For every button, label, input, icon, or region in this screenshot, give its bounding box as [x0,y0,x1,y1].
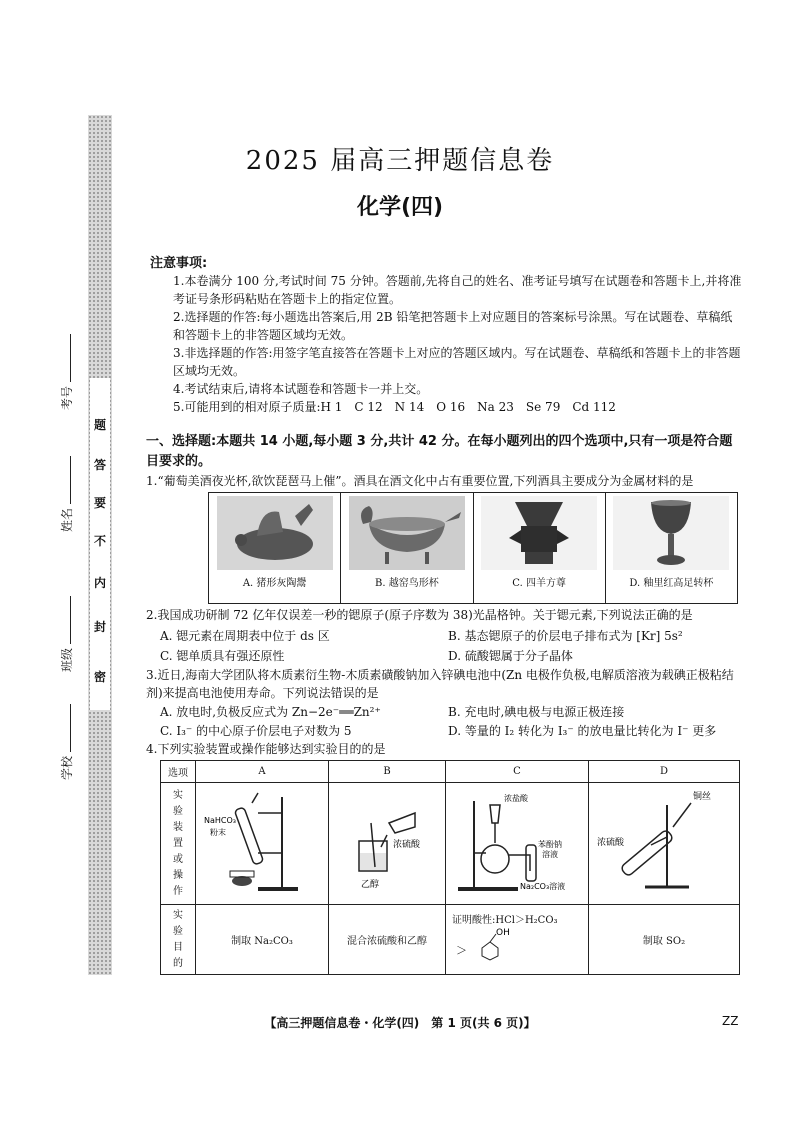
notice-item: 4.考试结束后,请将本试题卷和答题卡一并上交。 [173,382,429,396]
notice-item: 3.非选择题的作答:用签字笔直接答在答题卡上对应的答题区域内。写在试题卷、草稿纸和答题卡上的非答题区域均无效。 [173,346,741,378]
phenol-compare-sign: ＞ [456,943,467,957]
q1-label-d: D. 釉里红高足转杯 [629,578,714,589]
apparatus-c-label: 浓盐酸 [504,794,528,803]
q4-purpose-b: 混合浓硫酸和乙醇 [329,905,446,975]
notice-item: 2.选择题的作答:每小题选出答案后,用 2B 铅笔把答题卡上对应题目的答案标号涂黑。写在试题卷、草稿纸和答题卡上的非答题区域均无效。 [173,310,733,342]
apparatus-d-label: 铜丝 [693,792,712,802]
q1-option-a [209,493,341,604]
q1-option-d [605,493,737,604]
stem-cup-image [613,496,729,570]
q1-option-c [473,493,605,604]
exam-number-field: 考号 [58,334,75,410]
apparatus-b-label: 浓硫酸 [393,840,421,850]
page-footer: 【高三押题信息卷・化学(四) 第 1 页(共 6 页)】 [264,1016,536,1030]
q4-apparatus-a [196,783,329,905]
apparatus-c-label: 苯酚钠 [538,840,562,849]
q3-option-d: D. 等量的 I₂ 转化为 I₃⁻ 的放电量比转化为 I⁻ 更多 [448,724,717,738]
phenol-structure [452,926,572,966]
bird-cup-image [349,496,465,570]
q3-option-b: B. 充电时,碘电极与电源正极连接 [448,705,625,719]
seal-char: 要 [93,496,106,510]
q4-apparatus-b [329,783,446,905]
page-title: 2025 届高三押题信息卷 [245,146,555,176]
q4-purpose-a: 制取 Na₂CO₃ [196,905,329,975]
question-2-stem: 2.我国成功研制 72 亿年仅误差一秒的锶原子(原子序数为 38)光晶格钟。关于锶元素,下列说法正确的是 [146,608,693,622]
apparatus-a-label: NaHCO₃ [204,816,236,825]
q2-option-b: B. 基态锶原子的价层电子排布式为 [Kr] 5s² [448,629,683,643]
apparatus-b-diagram [329,783,445,901]
q1-label-b: B. 越窑鸟形杯 [375,578,439,589]
q1-label-c: C. 四羊方尊 [512,578,566,589]
notice-item: 5.可能用到的相对原子质量:H 1 C 12 N 14 O 16 Na 23 Se 79 Cd 112 [173,400,616,414]
seal-char: 不 [93,534,106,548]
apparatus-c-label: 溶液 [542,850,558,859]
q4-header-d: D [589,761,740,783]
q4-purpose-c-cell [446,905,589,975]
question-1-stem: 1.“葡萄美酒夜光杯,欲饮琵琶马上催”。酒具在酒文化中占有重要位置,下列酒具主要成分为金属材料的是 [146,474,694,488]
name-field: 姓名 [58,456,75,532]
q1-label-a: A. 猪形灰陶鬶 [242,578,307,589]
apparatus-d-label: 浓硫酸 [597,838,625,848]
question-4-stem: 4.下列实验装置或操作能够达到实验目的的是 [146,742,386,756]
q4-row-label-purpose: 实验目的 [161,905,196,975]
notice-item: 1.本卷满分 100 分,考试时间 75 分钟。答题前,先将自己的姓名、准考证号填写在试题卷和答题卡上,并将准考证号条形码粘贴在答题卡上的指定位置。 [173,274,742,306]
q4-header-c: C [446,761,589,783]
pottery-pig-image [217,496,333,570]
page-subtitle: 化学(四) [356,195,444,220]
q4-purpose-d: 制取 SO₂ [589,905,740,975]
seal-char: 内 [93,576,106,590]
section-heading: 一、选择题:本题共 14 小题,每小题 3 分,共计 42 分。在每小题列出的四个选项中,只有一项是符合题目要求的。 [146,434,733,469]
q4-purpose-c: 证明酸性:HCl＞H₂CO₃ [452,914,558,926]
apparatus-d-diagram [589,783,739,901]
notice-heading: 注意事项: [150,256,208,271]
q4-header-option: 选项 [161,761,196,783]
q2-option-c: C. 锶单质具有强还原性 [160,649,285,663]
apparatus-b-label: 乙醇 [361,880,380,890]
seal-char: 答 [93,458,106,472]
question-3-stem: 3.近日,海南大学团队将木质素衍生物-木质素磺酸钠加入锌碘电池中(Zn 电极作负极,电解质溶液为载碘正极粘结剂)来提高电池使用寿命。下列说法错误的是 [146,668,734,700]
seal-char: 密 [93,670,106,684]
apparatus-c-label: Na₂CO₃溶液 [520,882,566,891]
q4-apparatus-d [589,783,740,905]
q3-option-c: C. I₃⁻ 的中心原子价层电子对数为 5 [160,724,352,738]
apparatus-a-diagram [196,783,328,901]
q4-header-a: A [196,761,329,783]
q4-apparatus-c [446,783,589,905]
q2-option-d: D. 硫酸锶属于分子晶体 [448,649,573,663]
class-field: 班级 [58,596,75,672]
apparatus-c-diagram [446,783,588,901]
q4-header-b: B [329,761,446,783]
q3-option-a: A. 放电时,负极反应式为 Zn−2e⁻══Zn²⁺ [160,705,381,719]
q2-option-a: A. 锶元素在周期表中位于 ds 区 [160,629,330,643]
school-field: 学校 [58,704,75,780]
paper-code: ZZ [722,1014,739,1028]
q4-table [160,760,740,975]
q4-row-label-apparatus: 实验装置或操作 [161,783,196,905]
seal-char: 题 [93,418,106,432]
phenol-oh-label: OH [496,927,510,938]
q1-image-table [208,492,738,604]
four-ram-zun-image [481,496,597,570]
apparatus-a-label: 粉末 [210,828,226,837]
q1-option-b [341,493,473,604]
seal-char: 封 [93,620,106,634]
